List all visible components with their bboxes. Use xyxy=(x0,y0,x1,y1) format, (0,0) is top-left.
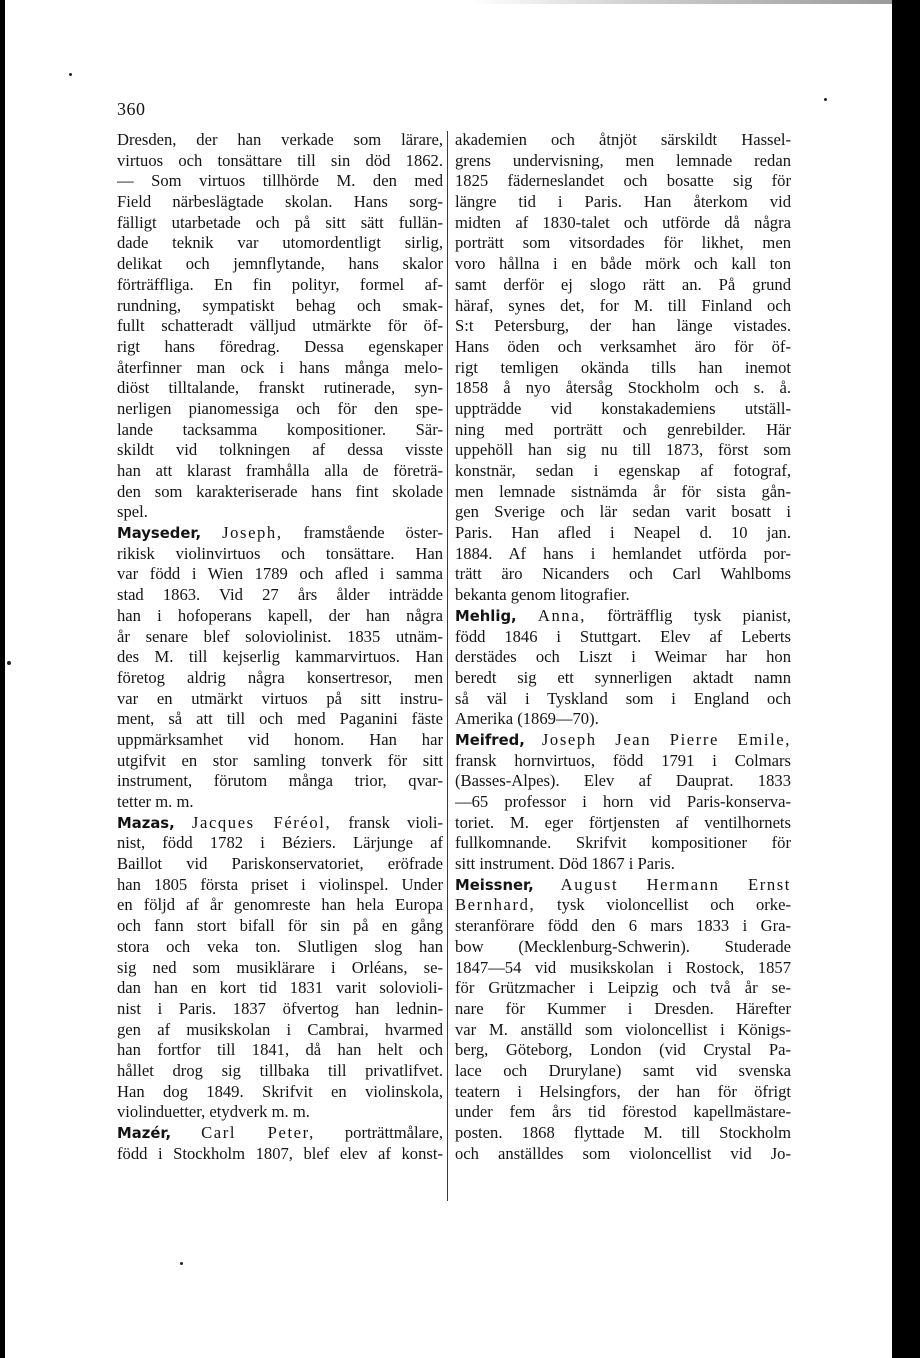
text-line xyxy=(455,233,791,254)
entry-given-name: Bernhard, xyxy=(455,895,536,915)
line-text: ning med porträtt och genrebilder. Här xyxy=(455,419,791,439)
scan-top-edge xyxy=(470,0,892,4)
text-line xyxy=(455,275,791,296)
text-line xyxy=(455,296,791,317)
text-line xyxy=(455,833,791,854)
left-column xyxy=(117,130,443,1164)
text-line xyxy=(455,358,791,379)
line-text: och fann stort bifall för sin på en gång xyxy=(117,916,443,936)
line-text: ment, så att till och med Paganini fäste xyxy=(117,709,443,729)
text-line xyxy=(455,564,791,585)
entry-headword: Mazas, xyxy=(117,814,175,832)
text-line xyxy=(455,730,791,751)
entry-headword: Mayseder, xyxy=(117,525,202,543)
line-text: hållet drog sig tillbaka till privatlifvet. xyxy=(117,1060,443,1080)
text-line xyxy=(455,378,791,399)
text-line xyxy=(117,233,443,254)
text-line xyxy=(117,296,443,317)
entry-given-name: Joseph, xyxy=(222,523,283,543)
line-text: dan han en kort tid 1831 varit solovioli- xyxy=(117,978,443,998)
text-line xyxy=(455,771,791,792)
text-line xyxy=(455,668,791,689)
text-line xyxy=(455,585,791,606)
text-line xyxy=(117,751,443,772)
line-text: violinduetter, etydverk m. m. xyxy=(117,1102,310,1122)
text-line xyxy=(117,130,443,151)
entry-given-name: August Hermann Ernst xyxy=(560,874,791,894)
text-line xyxy=(117,192,443,213)
text-line xyxy=(455,316,791,337)
text-line xyxy=(117,647,443,668)
entry-given-name: Jacques Féréol, xyxy=(191,812,332,832)
text-line xyxy=(455,916,791,937)
text-line xyxy=(117,420,443,441)
text-line xyxy=(117,461,443,482)
text-line xyxy=(117,606,443,627)
line-text: beredt sig ett synnerligen aktadt namn xyxy=(455,667,791,687)
text-line xyxy=(117,254,443,275)
text-line xyxy=(117,378,443,399)
line-text: fälligt utarbetade och på sitt sätt fullän- xyxy=(117,212,443,232)
text-line xyxy=(455,254,791,275)
line-text: porträttmålare, xyxy=(314,1123,443,1142)
line-text: teatern i Helsingfors, der han för öfrigt xyxy=(455,1081,791,1101)
line-text: Field närbeslägtade skolan. Hans sorg- xyxy=(117,192,443,212)
line-text: fullt schatteradt välljud utmärkte för öf- xyxy=(117,316,443,336)
line-text: framstående öster- xyxy=(282,523,443,543)
ink-speck xyxy=(69,73,72,76)
line-text: grens undervisning, men lemnade redan xyxy=(455,150,791,170)
line-text: uppmärksamhet vid honom. Han har xyxy=(117,729,443,749)
ink-speck xyxy=(824,98,827,101)
line-text: voro hållna i en både mörk och kall ton xyxy=(455,254,791,274)
text-line xyxy=(455,130,791,151)
line-text: tysk violoncellist och orke- xyxy=(535,895,791,915)
line-text: Amerika (1869—70). xyxy=(455,709,599,729)
line-text: företog aldrig några konsertresor, men xyxy=(117,667,443,687)
line-text: posten. 1868 flyttade M. till Stockholm xyxy=(455,1123,791,1142)
text-line xyxy=(117,1040,443,1061)
page-number: 360 xyxy=(117,99,146,119)
text-line xyxy=(455,709,791,730)
text-line xyxy=(117,813,443,834)
text-line xyxy=(117,171,443,192)
text-line xyxy=(455,192,791,213)
line-text: född 1846 i Stuttgart. Elev af Leberts xyxy=(455,626,791,646)
text-line xyxy=(455,1040,791,1061)
line-text: för Grützmacher i Leipzig och två år se- xyxy=(455,978,791,998)
line-text: diöst tilltalande, franskt rutinerade, syn- xyxy=(117,378,443,398)
text-line xyxy=(455,399,791,420)
text-line xyxy=(117,627,443,648)
text-line xyxy=(117,854,443,875)
entry-headword: Meissner, xyxy=(455,876,534,894)
text-line xyxy=(455,792,791,813)
line-text: utgifvit en stor samling tonverk för sitt xyxy=(117,750,443,770)
entry-headword: Mehlig, xyxy=(455,607,517,625)
text-line xyxy=(455,461,791,482)
line-text: Hans öden och verksamhet äro för öf- xyxy=(455,336,791,356)
text-line xyxy=(455,875,791,896)
line-text: spel. xyxy=(117,502,148,522)
line-text: fransk violi- xyxy=(331,812,443,832)
text-line xyxy=(455,151,791,172)
text-line xyxy=(117,958,443,979)
entry-given-name: Joseph Jean Pierre Emile, xyxy=(541,729,791,749)
line-text: Dresden, der han verkade som lärare, xyxy=(117,130,443,149)
line-text: nare för Kummer i Dresden. Härefter xyxy=(455,998,791,1018)
line-text: lande tacksamma kompositioner. Sär- xyxy=(117,419,443,439)
line-text: porträtt som vitsordades för likhet, men xyxy=(455,233,791,253)
text-line xyxy=(117,440,443,461)
line-text: nist i Paris. 1837 öfvertog han lednin- xyxy=(117,998,443,1018)
line-text: toriet. M. eger förtjensten af ventilhornets xyxy=(455,812,791,832)
ink-speck xyxy=(7,661,11,665)
line-text: 1847—54 vid musikskolan i Rostock, 1857 xyxy=(455,957,791,977)
line-text: förträfflig tysk pianist, xyxy=(586,605,791,625)
line-text: uppehöll han sig nu till 1873, först som xyxy=(455,440,791,460)
text-line xyxy=(117,792,443,813)
text-line xyxy=(455,606,791,627)
line-text: han 1805 första priset i violinspel. Under xyxy=(117,874,443,894)
text-line xyxy=(455,420,791,441)
text-line xyxy=(117,585,443,606)
line-text: derstädes och Liszt i Weimar har hon xyxy=(455,647,791,667)
text-line xyxy=(455,978,791,999)
column-divider xyxy=(447,131,448,1201)
line-text: berg, Göteborg, London (vid Crystal Pa- xyxy=(455,1040,791,1060)
text-line xyxy=(455,895,791,916)
line-text: en följd af år genomreste han hela Europa xyxy=(117,895,443,915)
text-line xyxy=(117,668,443,689)
text-line xyxy=(455,813,791,834)
text-line xyxy=(117,771,443,792)
text-line xyxy=(455,482,791,503)
line-text: år senare blef soloviolinist. 1835 utnäm- xyxy=(117,626,443,646)
line-text: trätt äro Nicanders och Carl Wahlboms xyxy=(455,564,791,584)
text-line xyxy=(455,958,791,979)
text-line xyxy=(117,1123,443,1144)
line-text: gen af musikskolan i Cambrai, hvarmed xyxy=(117,1019,443,1039)
text-line xyxy=(455,1061,791,1082)
line-text: född i Stockholm 1807, blef elev af konst- xyxy=(117,1143,443,1163)
line-text: S:t Petersburg, der han länge vistades. xyxy=(455,316,791,336)
right-column xyxy=(455,130,791,1164)
line-text: han i hofoperans kapell, der han några xyxy=(117,605,443,625)
line-text: Paris. Han afled i Neapel d. 10 jan. xyxy=(455,523,791,543)
text-line xyxy=(455,523,791,544)
line-text: tetter m. m. xyxy=(117,792,194,811)
text-line xyxy=(117,337,443,358)
line-text: så väl i Tyskland som i England och xyxy=(455,688,791,708)
text-line xyxy=(455,1082,791,1103)
line-text: han att klarast framhålla alla de företrä- xyxy=(117,461,443,480)
line-text: delikat och jemnflytande, hans skalor xyxy=(117,254,443,274)
line-text: häraf, synes det, for M. till Finland och xyxy=(455,295,791,315)
line-text: återfinner man ock i hans många melo- xyxy=(117,357,443,377)
entry-headword: Mazér, xyxy=(117,1125,172,1142)
line-text: rikisk violinvirtuos och tonsättare. Han xyxy=(117,543,443,563)
text-line xyxy=(117,544,443,565)
scan-border-right xyxy=(892,0,920,1358)
line-text: stora och veka ton. Slutligen slog han xyxy=(117,936,443,956)
entry-given-name: Anna, xyxy=(537,605,587,625)
line-text: (Basses-Alpes). Elev af Dauprat. 1833 xyxy=(455,771,791,791)
line-text: var född i Wien 1789 och afled i samma xyxy=(117,564,443,584)
text-line xyxy=(455,999,791,1020)
line-text: instrument, förutom många trior, qvar- xyxy=(117,771,443,791)
line-text: den som karakteriserade hans fint skolade xyxy=(117,481,443,501)
text-line xyxy=(117,1082,443,1103)
line-text: midten af 1830-talet och utförde då några xyxy=(455,212,791,232)
text-line xyxy=(117,564,443,585)
text-line xyxy=(117,358,443,379)
text-line xyxy=(117,399,443,420)
text-line xyxy=(455,627,791,648)
text-line xyxy=(455,171,791,192)
text-line xyxy=(117,275,443,296)
text-line xyxy=(117,709,443,730)
text-line xyxy=(117,1020,443,1041)
text-line xyxy=(117,730,443,751)
text-line xyxy=(117,833,443,854)
text-line xyxy=(117,689,443,710)
entry-headword: Meifred, xyxy=(455,731,525,749)
line-text: — Som virtuos tillhörde M. den med xyxy=(117,171,443,191)
line-text: han fortfor till 1841, då han helt och xyxy=(117,1040,443,1060)
entry-given-name: Carl Peter, xyxy=(201,1123,315,1142)
text-line xyxy=(117,482,443,503)
line-text: dade teknik var utomordentligt sirlig, xyxy=(117,233,443,253)
text-line xyxy=(117,213,443,234)
text-line xyxy=(117,151,443,172)
text-line xyxy=(117,1144,443,1165)
text-line xyxy=(117,916,443,937)
line-text: skildt vid tolkningen af dessa visste xyxy=(117,440,443,460)
text-line xyxy=(455,440,791,461)
scan-border-left xyxy=(0,0,5,1358)
text-line xyxy=(455,689,791,710)
text-line xyxy=(117,1061,443,1082)
line-text: 1884. Af hans i hemlandet utförda por- xyxy=(455,543,791,563)
text-line xyxy=(117,875,443,896)
line-text: stad 1863. Vid 27 års ålder inträdde xyxy=(117,585,443,605)
line-text: var M. anställd som violoncellist i Königs- xyxy=(455,1019,791,1039)
text-line xyxy=(455,1102,791,1123)
text-line xyxy=(117,316,443,337)
text-line xyxy=(117,999,443,1020)
line-text: nist, född 1782 i Béziers. Lärjunge af xyxy=(117,833,443,853)
line-text: lace och Drurylane) samt vid svenska xyxy=(455,1060,791,1080)
line-text: samt derför ej slogo rätt an. På grund xyxy=(455,274,791,294)
line-text: men lemnade sistnämda år för sista gån- xyxy=(455,481,791,501)
line-text: rigt temligen okända tills han inemot xyxy=(455,357,791,377)
line-text: rundning, sympatiskt behag och smak- xyxy=(117,295,443,315)
line-text: fransk hornvirtuos, född 1791 i Colmars xyxy=(455,750,791,770)
line-text: virtuos och tonsättare till sin död 1862. xyxy=(117,150,443,170)
text-line xyxy=(455,213,791,234)
line-text: 1825 fäderneslandet och bosatte sig för xyxy=(455,171,791,191)
line-text: under fem års tid förestod kapellmästare- xyxy=(455,1102,791,1122)
line-text: bekanta genom litografier. xyxy=(455,585,630,605)
text-line xyxy=(117,937,443,958)
line-text: sig ned som musiklärare i Orléans, se- xyxy=(117,957,443,977)
line-text: —65 professor i horn vid Paris-konserva- xyxy=(455,792,791,811)
ink-speck xyxy=(180,1262,183,1265)
line-text: gen Sverige och lär sedan varit bosatt i xyxy=(455,502,791,522)
text-line xyxy=(117,502,443,523)
text-line xyxy=(117,1102,443,1123)
line-text: des M. till kejserlig kammarvirtuos. Han xyxy=(117,647,443,667)
text-line xyxy=(455,337,791,358)
line-text: 1858 å nyo återsåg Stockholm och s. å. xyxy=(455,378,791,398)
text-line xyxy=(455,1020,791,1041)
text-line xyxy=(117,523,443,544)
line-text: konstnär, sedan i egenskap af fotograf, xyxy=(455,461,791,480)
text-line xyxy=(455,544,791,565)
line-text: längre tid i Paris. Han återkom vid xyxy=(455,192,791,212)
line-text: var en utmärkt virtuos på sitt instru- xyxy=(117,688,443,708)
line-text: bow (Mecklenburg-Schwerin). Studerade xyxy=(455,936,791,956)
line-text: uppträdde vid konstakademiens utställ- xyxy=(455,398,791,418)
line-text: Baillot vid Pariskonservatoriet, eröfrade xyxy=(117,854,443,874)
line-text: fullkomnande. Skrifvit kompositioner för xyxy=(455,833,791,853)
text-line xyxy=(455,751,791,772)
line-text: förträffliga. En fin polityr, formel af- xyxy=(117,274,443,294)
line-text: steranförare född den 6 mars 1833 i Gra- xyxy=(455,916,791,936)
line-text: nerligen pianomessiga och för den spe- xyxy=(117,398,443,418)
text-line xyxy=(455,647,791,668)
line-text: rigt hans föredrag. Dessa egenskaper xyxy=(117,336,443,356)
line-text: akademien och åtnjöt särskildt Hassel- xyxy=(455,130,791,149)
text-line xyxy=(117,978,443,999)
line-text: Han dog 1849. Skrifvit en violinskola, xyxy=(117,1081,443,1101)
text-line xyxy=(455,1144,791,1165)
text-line xyxy=(455,1123,791,1144)
text-line xyxy=(455,937,791,958)
text-line xyxy=(455,502,791,523)
text-line xyxy=(455,854,791,875)
line-text: och anställdes som violoncellist vid Jo- xyxy=(455,1143,791,1163)
text-line xyxy=(117,895,443,916)
line-text: sitt instrument. Död 1867 i Paris. xyxy=(455,854,675,874)
